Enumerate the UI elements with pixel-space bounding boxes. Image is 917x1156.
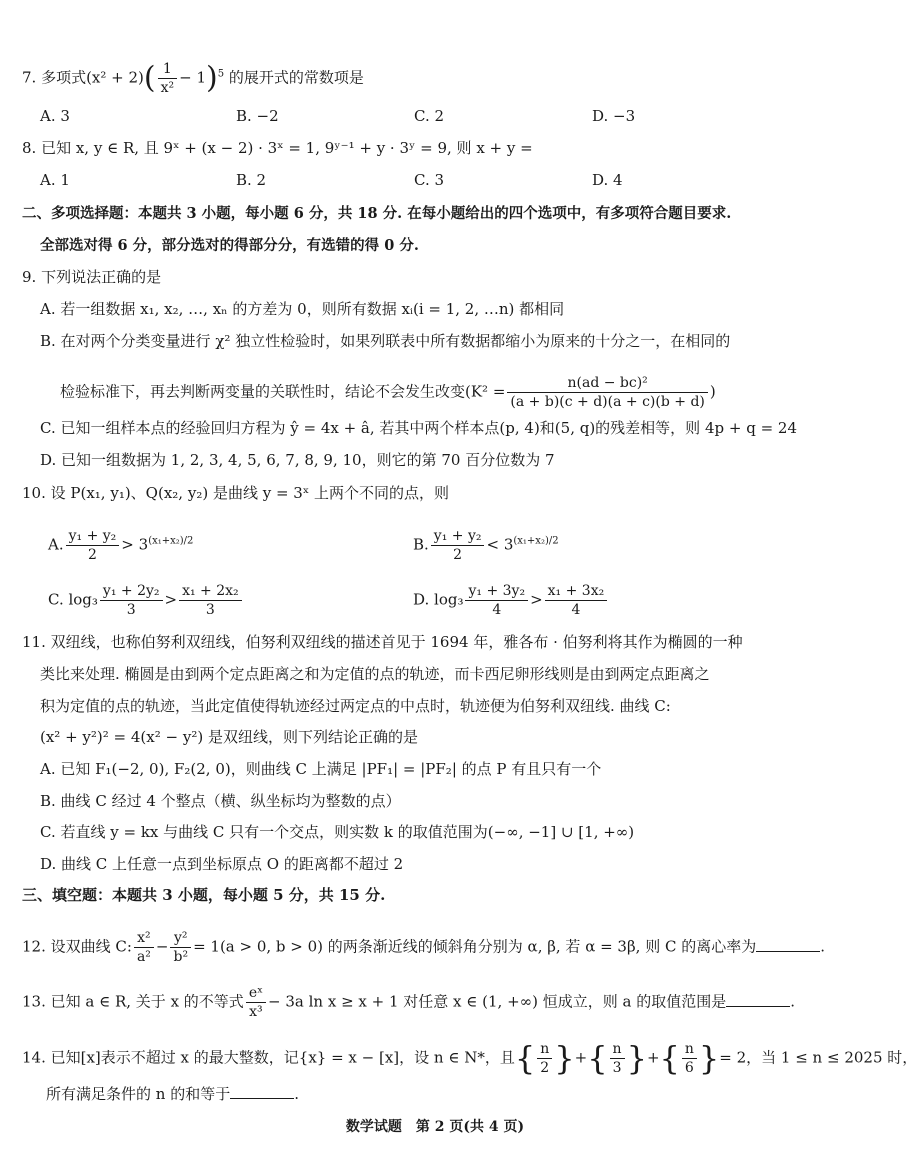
q10-option-c	[48, 582, 244, 619]
q11-paragraph-2: 类比来处理. 椭圆是由到两个定点距离之和为定值的点的轨迹，而卡西尼卵形线则是由到两定点距离之	[40, 665, 710, 683]
q7-frac-num: 1	[158, 60, 178, 79]
q10-c-rel: >	[164, 590, 178, 609]
q10-b-frac	[431, 527, 485, 564]
q14-line2	[46, 1084, 299, 1104]
q14-frac-3	[682, 1040, 697, 1077]
q9-k2-den: (a + b)(c + d)(a + c)(b + d)	[510, 394, 705, 410]
q14-line2-text: 所有满足条件的 n 的和等于	[46, 1085, 231, 1103]
q14-end: .	[294, 1085, 299, 1103]
q14-brace: }	[698, 1039, 720, 1078]
q14-plus-2: +	[646, 1048, 660, 1067]
q13-den: x³	[249, 1004, 263, 1020]
q7-exponent: 5	[217, 68, 225, 80]
q10-d-num1: y₁ + 3y₂	[465, 582, 528, 601]
q7-paren-close: )	[206, 60, 218, 96]
q11-option-a: A. 已知 F₁(−2, 0), F₂(2, 0)，则曲线 C 上满足 |PF₁| = |PF₂| 的点 P 有且只有一个	[40, 760, 602, 778]
q14-frac-2	[610, 1040, 625, 1077]
q12-frac-x	[134, 929, 154, 966]
q13-frac	[246, 984, 266, 1021]
q10-d-num2: x₁ + 3x₂	[545, 582, 608, 601]
q7-option-a: A. 3	[40, 107, 70, 125]
q10-c-frac2	[179, 582, 242, 619]
q10-d-frac2	[545, 582, 608, 619]
section3-heading: 三、填空题：本题共 3 小题，每小题 5 分，共 15 分.	[22, 886, 386, 904]
q10-b-rel: < 3	[486, 535, 514, 554]
q14-n2: n	[610, 1040, 625, 1059]
q10-b-num: y₁ + y₂	[431, 527, 485, 546]
q14-n1: n	[537, 1040, 552, 1059]
q10-c-num1: y₁ + 2y₂	[100, 582, 163, 601]
q13-end: .	[790, 992, 796, 1011]
q9-option-a: A. 若一组数据 x₁, x₂, …, xₙ 的方差为 0，则所有数据 xᵢ(i = 1, 2, …n) 都相同	[40, 300, 565, 318]
q14-brace: }	[626, 1039, 647, 1078]
q11-paragraph-4: (x² + y²)² = 4(x² − y²) 是双纽线，则下列结论正确的是	[40, 728, 418, 746]
q10-a-exp: (x₁+x₂)/2	[148, 535, 194, 547]
q7-minus-one: − 1	[179, 68, 207, 87]
q10-d-frac1	[465, 582, 528, 619]
q10-b-label: B.	[413, 535, 429, 554]
q12-minus: −	[155, 937, 169, 956]
q9-stem: 9. 下列说法正确的是	[22, 268, 162, 286]
q13-answer-blank	[726, 992, 790, 1007]
q9-option-d: D. 已知一组数据为 1, 2, 3, 4, 5, 6, 7, 8, 9, 10，则它的第 70 百分位数为 7	[40, 451, 555, 469]
q12-d1: a²	[136, 949, 151, 965]
q10-a-den: 2	[87, 547, 97, 563]
q12-text-a: 12. 设双曲线 C:	[22, 937, 132, 956]
q10-a-rel: > 3	[121, 535, 149, 554]
q9-option-c: C. 已知一组样本点的经验回归方程为 ŷ = 4x + â, 若其中两个样本点(p, 4)和(5, q)的残差相等，则 4p + q = 24	[40, 419, 797, 437]
q11-paragraph-1: 11. 双纽线，也称伯努利双纽线，伯努利双纽线的描述首见于 1694 年，雅各布 · 伯努利将其作为椭圆的一种	[22, 633, 743, 651]
q10-b-den: 2	[453, 547, 463, 563]
q7-fraction	[158, 60, 178, 97]
q9-b-text: 检验标准下，再去判断两变量的关联性时，结论不会发生改变(K² =	[60, 382, 506, 401]
q14-brace: {	[514, 1039, 536, 1078]
q14-d2: 3	[612, 1060, 622, 1076]
q14-brace: {	[587, 1039, 608, 1078]
q12-end: .	[820, 937, 825, 956]
q10-c-num2: x₁ + 2x₂	[179, 582, 242, 601]
q9-k2-formula	[507, 374, 707, 411]
q14-frac-1	[537, 1040, 552, 1077]
q10-c-den2: 3	[205, 602, 215, 618]
q14-brace: {	[659, 1039, 680, 1078]
q10-a-frac	[66, 527, 120, 564]
q10-option-a	[48, 527, 193, 564]
q10-option-d	[413, 582, 609, 619]
q10-a-num: y₁ + y₂	[66, 527, 120, 546]
q7-option-b: B. −2	[236, 107, 279, 125]
q10-d-den2: 4	[571, 602, 581, 618]
q14-n3: n	[682, 1040, 697, 1059]
section2-heading: 二、多项选择题：本题共 3 小题，每小题 6 分，共 18 分. 在每小题给出的四个选项中，有多项符合题目要求.	[22, 205, 732, 222]
q12-d2: b²	[173, 949, 189, 965]
q7-stem	[22, 60, 364, 97]
q9-option-b-line1: B. 在对两个分类变量进行 χ² 独立性检验时，如果列联表中所有数据都缩小为原来的十分之一，在相同的	[40, 332, 731, 350]
q9-b-close: )	[709, 382, 716, 401]
q7-frac-den: x²	[160, 80, 175, 96]
q13-text-a: 13. 已知 a ∈ R, 关于 x 的不等式	[22, 992, 244, 1011]
q8-option-a: A. 1	[40, 171, 70, 189]
q8-option-d: D. 4	[592, 171, 623, 189]
q11-paragraph-3: 积为定值的点的轨迹，当此定值使得轨迹经过两定点的中点时，轨迹便为伯努利双纽线. 曲线 C:	[40, 697, 671, 715]
q10-option-b	[413, 527, 559, 564]
q10-d-rel: >	[530, 590, 543, 609]
q12-frac-y	[170, 929, 191, 966]
q11-option-d: D. 曲线 C 上任意一点到坐标原点 O 的距离都不超过 2	[40, 855, 404, 873]
q10-c-label: C. log₃	[48, 590, 98, 609]
q7-paren-open: (	[143, 60, 156, 96]
q14-text-a: 14. 已知[x]表示不超过 x 的最大整数，记{x} = x − [x]，设 n ∈ N*，且	[22, 1048, 515, 1067]
q8-stem: 8. 已知 x, y ∈ R, 且 9ˣ + (x − 2) · 3ˣ = 1, 9ʸ⁻¹ + y · 3ʸ = 9, 则 x + y =	[22, 139, 533, 157]
q11-option-c: C. 若直线 y = kx 与曲线 C 只有一个交点，则实数 k 的取值范围为(−∞, −1] ∪ [1, +∞)	[40, 823, 635, 841]
q7-text-a: 7. 多项式(x² + 2)	[22, 68, 144, 87]
q10-d-den1: 4	[492, 602, 502, 618]
q10-d-label: D. log₃	[413, 590, 464, 609]
q7-option-d: D. −3	[592, 107, 636, 125]
q11-option-b: B. 曲线 C 经过 4 个整点（横、纵坐标均为整数的点）	[40, 792, 401, 810]
q14	[22, 1040, 917, 1077]
q12	[22, 929, 825, 966]
q10-stem: 10. 设 P(x₁, y₁)、Q(x₂, y₂) 是曲线 y = 3ˣ 上两个不同的点，则	[22, 484, 449, 502]
q13	[22, 984, 795, 1021]
q13-text-b: − 3a ln x ≥ x + 1 对任意 x ∈ (1, +∞) 恒成立，则 a 的取值范围是	[268, 992, 727, 1011]
q14-answer-blank	[230, 1084, 294, 1099]
q14-d1: 2	[540, 1060, 550, 1076]
page-footer: 数学试题 第 2 页(共 4 页)	[345, 1119, 525, 1135]
q7-option-c: C. 2	[414, 107, 445, 125]
q12-answer-blank	[756, 937, 820, 952]
q9-option-b-line2	[60, 374, 716, 411]
q10-c-den1: 3	[126, 602, 136, 618]
q12-n1: x²	[134, 929, 154, 948]
q14-plus-1: +	[574, 1048, 588, 1067]
q13-num: eˣ	[246, 984, 266, 1003]
q10-b-exp: (x₁+x₂)/2	[513, 535, 559, 547]
q10-a-label: A.	[48, 535, 64, 554]
q8-option-c: C. 3	[414, 171, 445, 189]
q12-n2: y²	[170, 929, 191, 948]
q8-option-b: B. 2	[236, 171, 267, 189]
q12-text-b: = 1(a > 0, b > 0) 的两条渐近线的倾斜角分别为 α, β, 若 α = 3β, 则 C 的离心率为	[193, 937, 757, 956]
q14-brace: }	[554, 1039, 575, 1078]
q7-text-b: 的展开式的常数项是	[228, 68, 364, 87]
section2-note: 全部选对得 6 分，部分选对的得部分分，有选错的得 0 分.	[40, 237, 419, 254]
q10-c-frac1	[100, 582, 163, 619]
q14-d3: 6	[684, 1060, 694, 1076]
q9-k2-num: n(ad − bc)²	[507, 374, 707, 393]
q14-text-b: = 2，当 1 ≤ n ≤ 2025 时，	[719, 1048, 917, 1067]
